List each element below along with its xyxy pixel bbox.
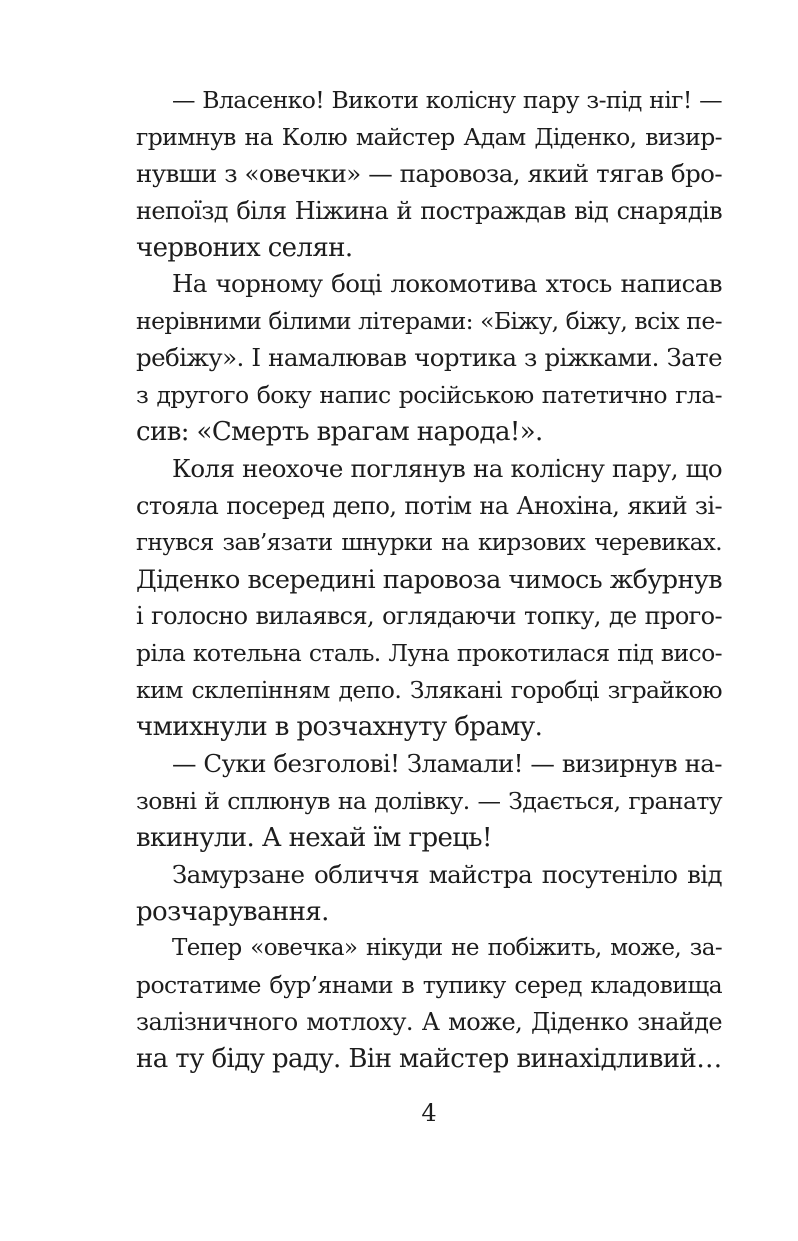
text-line: на ту біду раду. Він майстер винахідливий… <box>136 1044 722 1075</box>
text-line: нувши з «овечки» — паровоза, який тягав бро- <box>136 158 722 188</box>
text-line: Коля неохоче поглянув на колісну пару, що <box>172 453 722 483</box>
text-line: гнувся зав’язати шнурки на кирзових черевиках. <box>136 529 722 556</box>
text-line: з другого боку напис російською патетично гла- <box>136 381 722 410</box>
text-line: Замурзане обличчя майстра посутеніло від <box>172 859 722 889</box>
text-line: ким склепінням депо. Злякані горобці зграйкою <box>136 676 722 705</box>
text-line: стояла посеред депо, потім на Анохіна, який зі- <box>136 491 722 520</box>
text-line: ребіжу». І намалював чортика з ріжками. Зате <box>136 343 722 373</box>
text-line: нерівними білими літерами: «Біжу, біжу, всіх пе- <box>136 307 722 336</box>
text-line: На чорному боці локомотива хтось написав <box>172 269 722 299</box>
text-line: гримнув на Колю майстер Адам Діденко, визир- <box>136 122 722 151</box>
page-number: 4 <box>421 1099 437 1127</box>
text-line: ріла котельна сталь. Луна прокотилася під висо- <box>136 639 722 668</box>
text-line: Тепер «овечка» нікуди не побіжить, може, за- <box>172 935 722 962</box>
text-line: Діденко всередині паровоза чимось жбурнув <box>136 564 722 595</box>
text-line: — Власенко! Викоти колісну пару з-під ніг! — <box>172 86 722 114</box>
text-line: розчарування. <box>136 896 329 927</box>
text-line: зовні й сплюнув на долівку. — Здається, гранату <box>136 786 722 815</box>
text-line: — Суки безголові! Зламали! — визирнув на- <box>172 749 722 779</box>
text-line: і голосно вилаявся, оглядаючи топку, де прого- <box>136 602 722 631</box>
text-line: червоних селян. <box>136 232 353 263</box>
text-line: ростатиме бур’янами в тупику серед кладовища <box>136 971 722 1000</box>
text-line: залізничного мотлоху. А може, Діденко знайде <box>136 1008 722 1037</box>
text-line: чмихнули в розчахнуту браму. <box>136 712 543 743</box>
body-text <box>136 82 722 1078</box>
text-line: непоїзд біля Ніжина й постраждав від снарядів <box>136 196 722 225</box>
text-line: сив: «Смерть врагам народа!». <box>136 417 543 448</box>
text-line: вкинули. А нехай їм грець! <box>136 822 492 853</box>
